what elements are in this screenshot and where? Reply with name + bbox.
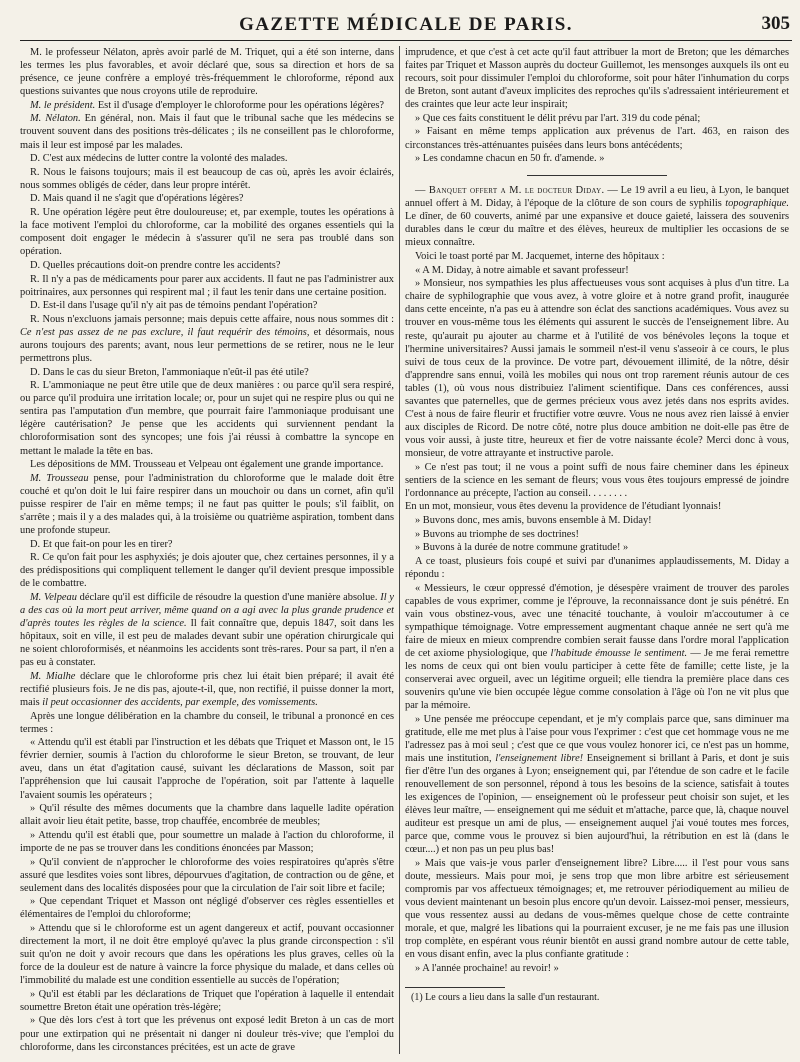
paragraph: D. Est-il dans l'usage qu'il n'y ait pas de témoins pendant l'opération?	[30, 300, 318, 312]
paragraph: imprudence, et que c'est à cet acte qu'il faut attribuer la mort de Breton; que les démarches faites par Triquet et Masson auprès du docteur Guillemot, les mensonges auxquels ils ont eu recours, soit pour dissimuler l'emploi du chloroforme, soit pour hâter l'inhumation du corps de Breton, sont autant d'aveux implicites des reproches qu'ils s'adressaient intérieurement et des craintes que leur acte leur inspirait;	[405, 47, 789, 111]
paragraph: M. le président. Est il d'usage d'employer le chloroforme pour les opérations légères?	[30, 99, 385, 111]
judgment-paragraph: » Qu'il résulte des mêmes documents que la chambre dans laquelle ladite opération allait avoir lieu était petite, basse, trop chauffée, encombrée de meubles;	[20, 803, 394, 828]
page-number: 305	[761, 13, 790, 34]
speaker: M. Mialhe	[30, 670, 76, 682]
judgment-paragraph: » Que cependant Triquet et Masson ont négligé d'observer ces règles essentielles et élémentaires de l'emploi du chloroforme;	[20, 896, 394, 921]
paragraph: R. L'ammoniaque ne peut être utile que de deux manières : ou parce qu'il sera respiré, ou parce qu'il produira une irritation locale; or, pour un sujet qui ne respire plus ou qui ne sentira pas l'amputation d'un membre, que pourrait faire l'ammoniaque produisant une légère cautérisation? Je pense que les accidents qui surviennent pendant la chloroformisation sont des syncopes; une fois j'ai réussi à combattre la syncope en mettant le malade la tête en bas.	[20, 380, 394, 457]
judgment-paragraph: » Qu'il convient de n'approcher le chloroforme des voies respiratoires qu'après s'être assuré que lesdites voies sont libres, dépourvues d'agitation, de contraction ou de gêne, et seulement dans des localités disposées pour que la circulation de l'air soit libre et facile;	[20, 856, 394, 894]
speaker: M. Velpeau	[30, 592, 77, 604]
paragraph: R. Une opération légère peut être douloureuse; et, par exemple, toutes les opérations à la face motivent l'emploi du chloroforme, car la mobilité des organes essentiels qui la composent doit engager le médecin à s'assurer qu'il ne sera pas troublé dans son opération.	[20, 207, 394, 258]
paragraph: » Ce n'est pas tout; il ne vous a point suffi de nous faire cheminer dans les épineux sentiers de la science en les semant de fleurs; vous vous êtes toujours empressé de joindre l'ordonnance au précepte, l'action au conseil. . . . . . . .	[405, 461, 789, 499]
paragraph: M. Nélaton. En général, non. Mais il faut que le tribunal sache que les médecins se trouvent souvent dans des positions très-délicates ; ils ne conseillent pas le chloroforme, mais il leur est imposé par les malades.	[20, 113, 394, 151]
paragraph: R. Ce qu'on fait pour les asphyxiés; je dois ajouter que, chez certaines personnes, il y a des prédispositions qui compliquent tellement le danger qu'il devient presque impossible de le combattre.	[20, 552, 394, 590]
paragraph: En un mot, monsieur, vous êtes devenu la providence de l'étudiant lyonnais!	[405, 501, 722, 513]
paragraph: » Que ces faits constituent le délit prévu par l'art. 319 du code pénal;	[415, 112, 701, 124]
paragraph: D. Et que fait-on pour les en tirer?	[30, 538, 173, 550]
judgment-paragraph: » Attendu que si le chloroforme est un agent dangereux et actif, pouvant occasionner directement la mort, il ne doit être employé qu'avec la plus grande circonspection : s'il suit qu'on ne doit y avoir recours que dans les opérations les plus graves, celles où la force de la douleur est de nature à vaincre la force physique du malade, et dans celles où l'immobilité du malade est une condition essentielle au succès de l'opération;	[20, 922, 394, 987]
paragraph: » Buvons donc, mes amis, buvons ensemble à M. Diday!	[415, 514, 652, 526]
paragraph: R. Il n'y a pas de médicaments pour parer aux accidents. Il faut ne pas l'administrer aux poitrinaires, aux personnes qui respirent mal ; il faut les tenir dans une certaine position.	[20, 273, 394, 298]
paragraph: Les dépositions de MM. Trousseau et Velpeau ont également une grande importance.	[30, 459, 384, 471]
paragraph: » Buvons au triomphe de ses doctrines!	[415, 528, 579, 540]
section-separator	[527, 175, 667, 176]
left-column	[20, 46, 394, 1056]
section-heading: — Banquet offert a M. le docteur Diday.	[415, 185, 605, 197]
paragraph: » Les condamne chacun en 50 fr. d'amende. »	[415, 153, 605, 165]
speaker: M. Trousseau	[30, 472, 89, 484]
paragraph: D. Quelles précautions doit-on prendre contre les accidents?	[30, 259, 281, 271]
paragraph: « Messieurs, le cœur oppressé d'émotion, je désespère vraiment de trouver des paroles capables de vous exprimer, comme je l'éprouve, la reconnaissance dont je suis pénétré. En vain vous obstinez-vous, avec une ténacité touchante, à vouloir m'accoutumer à ce sympathique témoignage. Votre empressement augmentant chaque année ne sert qu'à me faire de mieux en mieux comprendre combien serait fausse dans l'ordre moral l'application de cet axiome physiologique, que l'habitude émousse le sentiment. — Je me ferai remettre les noms de ceux qui ont bien voulu participer à cette fête de famille; cette liste, je la conserverai avec orgueil, avec un légitime orgueil; elle tiendra la première place dans ces souvenirs qu'une vie bien occupée lègue comme consolation à l'âge où l'on ne vit plus que par la mémoire.	[405, 582, 789, 711]
footnote: (1) Le cours a lieu dans la salle d'un restaurant.	[411, 991, 600, 1003]
paragraph: » Faisant en même temps application aux prévenus de l'art. 463, en raison des circonstances très-atténuantes puisées dans leurs bons antécédents;	[405, 126, 789, 151]
paragraph: D. Mais quand il ne s'agit que d'opérations légères?	[30, 193, 244, 205]
speaker: M. le président.	[30, 99, 96, 111]
paragraph: » Une pensée me préoccupe cependant, et je m'y complais parce que, sans diminuer ma gratitude, elle me met plus à l'aise pour vous l'exprimer : c'est que cet hommage vous ne me l'adressez pas à moi seul ; c'est que ce que vous voulez honorer ici, ce n'est pas un homme, mais une institution, l'enseignement libre! Enseignement si brillant à Paris, et dont je suis fier d'être l'un des organes à Lyon; enseignement qui, par l'étendue de son cadre et le facile renouvellement de son personnel, répond à tous les besoins de la science, satisfait à toutes les exigences de l'opinion, — enseignement où le professeur peut choisir son sujet, et les élèves leur maître, — enseignement qui me séduit et m'attache, parce que, là, chaque nouvel auditeur est presque un ami de plus, — enseignement auquel j'ai voué toutes mes forces, parce que, comme vous le prouvez si bien aujourd'hui, la rétribution en est là (dans le cœur....) et non pas un peu plus bas!	[405, 713, 789, 856]
paragraph: » Monsieur, nos sympathies les plus affectueuses vous sont acquises à plus d'un titre. La chaire de syphilographie que vous avez, à votre gloire et à notre grand profit, inaugurée dans cette enceinte, n'a pas eu à attendre son éclat des sanctions académiques. Vous avez su trouver en vous-même tous les éléments qui assurent le succès de l'enseignement libre. Au reste, qu'aurait pu ajouter au charme et à l'utilité de vos bénévoles leçons la toque et l'hermine universitaires? Aussi jamais le sommeil n'est-il venu s'asseoir à ce cours, le plus suivi de tous ceux de la province. De votre part, dévouement illimité, de la nôtre, désir d'apprendre sans ennui, voilà les mobiles qui nous ont trop rarement réunis autour de ces tables (1), où vous nous distribuiez l'aliment scientifique. Dans ces conférences, aussi savantes que paternelles, que de germes précieux vous avez jetés dans nos esprits avides. C'est à nous de faire fleurir et fructifier votre œuvre. Vous ne nous avez rien laissé à envier aux disciples de Ricord. De notre côté, notre plus douce ambition ne doit-elle pas être de vous voir aussi, à juste titre, heureux et fier de votre naissante école? Merci donc à vous, monsieur, de votre attrayante et instructive parole.	[405, 278, 789, 459]
paragraph: A ce toast, plusieurs fois coupé et suivi par d'unanimes applaudissements, M. Diday a répondu :	[405, 555, 789, 580]
paragraph: » A l'année prochaine! au revoir! »	[415, 962, 559, 974]
page-header	[20, 10, 792, 41]
paragraph: M. le professeur Nélaton, après avoir parlé de M. Triquet, qui a été son interne, dans les termes les plus favorables, et avoir déclaré que, sous sa direction et hors de sa présence, ce jeune confrère a employé très-fréquemment le chloroforme, répond aux questions suivantes que nous croyons utile de reproduire.	[20, 47, 394, 98]
paragraph: Voici le toast porté par M. Jacquemet, interne des hôpitaux :	[415, 251, 665, 263]
journal-title: GAZETTE MÉDICALE DE PARIS.	[239, 14, 573, 35]
judgment-paragraph: » Que dès lors c'est à tort que les prévenus ont exposé ledit Breton à un cas de mort pour une extirpation qui ne présentait ni danger ni douleur très-vive; que l'emploi du chloroforme, dans les circonstances précitées, est un acte de grave	[20, 1015, 394, 1053]
paragraph: M. Trousseau pense, pour l'administration du chloroforme que le malade doit être couché et qu'on doit le lui faire respirer dans un mouchoir ou dans un cornet, afin qu'il puisse respirer de l'air en même temps; il ne faut pas quitter le pouls; s'il faiblit, on s'arrête ; mais il y a des malades qui, à la troisième ou quatrième aspiration, tombent dans une profonde stupeur.	[20, 472, 394, 536]
column-divider	[399, 46, 400, 1054]
speaker: M. Nélaton.	[30, 113, 81, 125]
judgment-paragraph: » Attendu qu'il est établi que, pour soumettre un malade à l'action du chloroforme, il importe de ne pas se trouver dans les conditions énoncées par Masson;	[20, 829, 394, 854]
judgment-paragraph: » Qu'il est établi par les déclarations de Triquet que l'opération à laquelle il entendait soumettre Breton était une opération très-légère;	[20, 988, 394, 1013]
banquet-paragraph: — Banquet offert a M. le docteur Diday. — Le 19 avril a eu lieu, à Lyon, le banquet annuel offert à M. Diday, à l'époque de la clôture de son cours de syphilis topographique. Le dîner, de 60 couverts, animé par une expansive et douce gaieté, laissera des souvenirs durables dans le cœur du maître et des élèves, heureux de multiplier les occasions de se mieux connaître.	[405, 185, 789, 249]
paragraph: Après une longue délibération en la chambre du conseil, le tribunal a prononcé en ces termes :	[20, 710, 394, 735]
paragraph: D. C'est aux médecins de lutter contre la volonté des malades.	[30, 153, 288, 165]
paragraph: M. Mialhe déclare que le chloroforme pris chez lui était bien préparé; il avait été rectifié plusieurs fois. Je ne dis pas, ajoute-t-il, que, non rectifié, il puisse donner la mort, mais il peut occasionner des accidents, par exemple, des vomissements.	[20, 670, 394, 708]
paragraph: » Mais que vais-je vous parler d'enseignement libre? Libre..... il l'est pour vous sans doute, messieurs. Mais pour moi, je sens trop que mon libre arbitre est sérieusement compromis par vos affectueux témoignages; et, me retrouver périodiquement au milieu de vous devient maintenant un besoin plus encore qu'un devoir. Laissez-moi penser, messieurs, que vous ressentez aussi au dedans de vous-mêmes quelque chose de cette contrainte morale, et que, malgré les libations qui la pourraient excuser, je ne me fais pas une illusion trop complète, en espérant vous réunir bientôt en aussi grand nombre autour de cette table, en vous disant enfin, avec la plus confiante gratitude :	[405, 857, 789, 961]
paragraph: « A M. Diday, à notre aimable et savant professeur!	[415, 264, 629, 276]
paragraph: » Buvons à la durée de notre commune gratitude! »	[415, 542, 629, 554]
paragraph: R. Nous le faisons toujours; mais il est beaucoup de cas où, après les avoir éclairés, nous sommes obligés de céder, dans leur propre intérêt.	[20, 166, 394, 191]
paragraph: D. Dans le cas du sieur Breton, l'ammoniaque n'eût-il pas été utile?	[30, 366, 309, 378]
judgment-paragraph: « Attendu qu'il est établi par l'instruction et les débats que Triquet et Masson ont, le 15 février dernier, soumis à l'action du chloroforme le sieur Breton, se trouvant, de leur aveu, dans un état d'agitation causé, suivant les déclarations de Masson, soit par l'appréhension que lui causait l'approche de l'opération, soit par l'attente à laquelle l'avaient soumis les opérateurs ;	[20, 737, 394, 801]
paragraph: R. Nous n'excluons jamais personne; mais depuis cette affaire, nous nous sommes dit : Ce n'est pas assez de ne pas exclure, il faut requérir des témoins, et désormais, nous aurons toujours des parents; avant, nous leur permettions de se retirer, nous ne le leur permettrons plus.	[20, 313, 394, 365]
paragraph: M. Velpeau déclare qu'il est difficile de résoudre la question d'une manière absolue. Il y a des cas où la mort peut arriver, même quand on a agi avec la plus grande prudence et d'après toutes les règles de la science. Il fait connaître que, depuis 1847, soit dans les hôpitaux, soit en ville, il est peu de malades devant subir une opération chirurgicale qui ne soient chloroformisés, et néanmoins les accidents sont très-rares. Pour sa part, il n'en a pas eu à constater.	[20, 592, 394, 669]
footnote-rule	[405, 987, 505, 988]
right-column	[405, 46, 789, 1056]
